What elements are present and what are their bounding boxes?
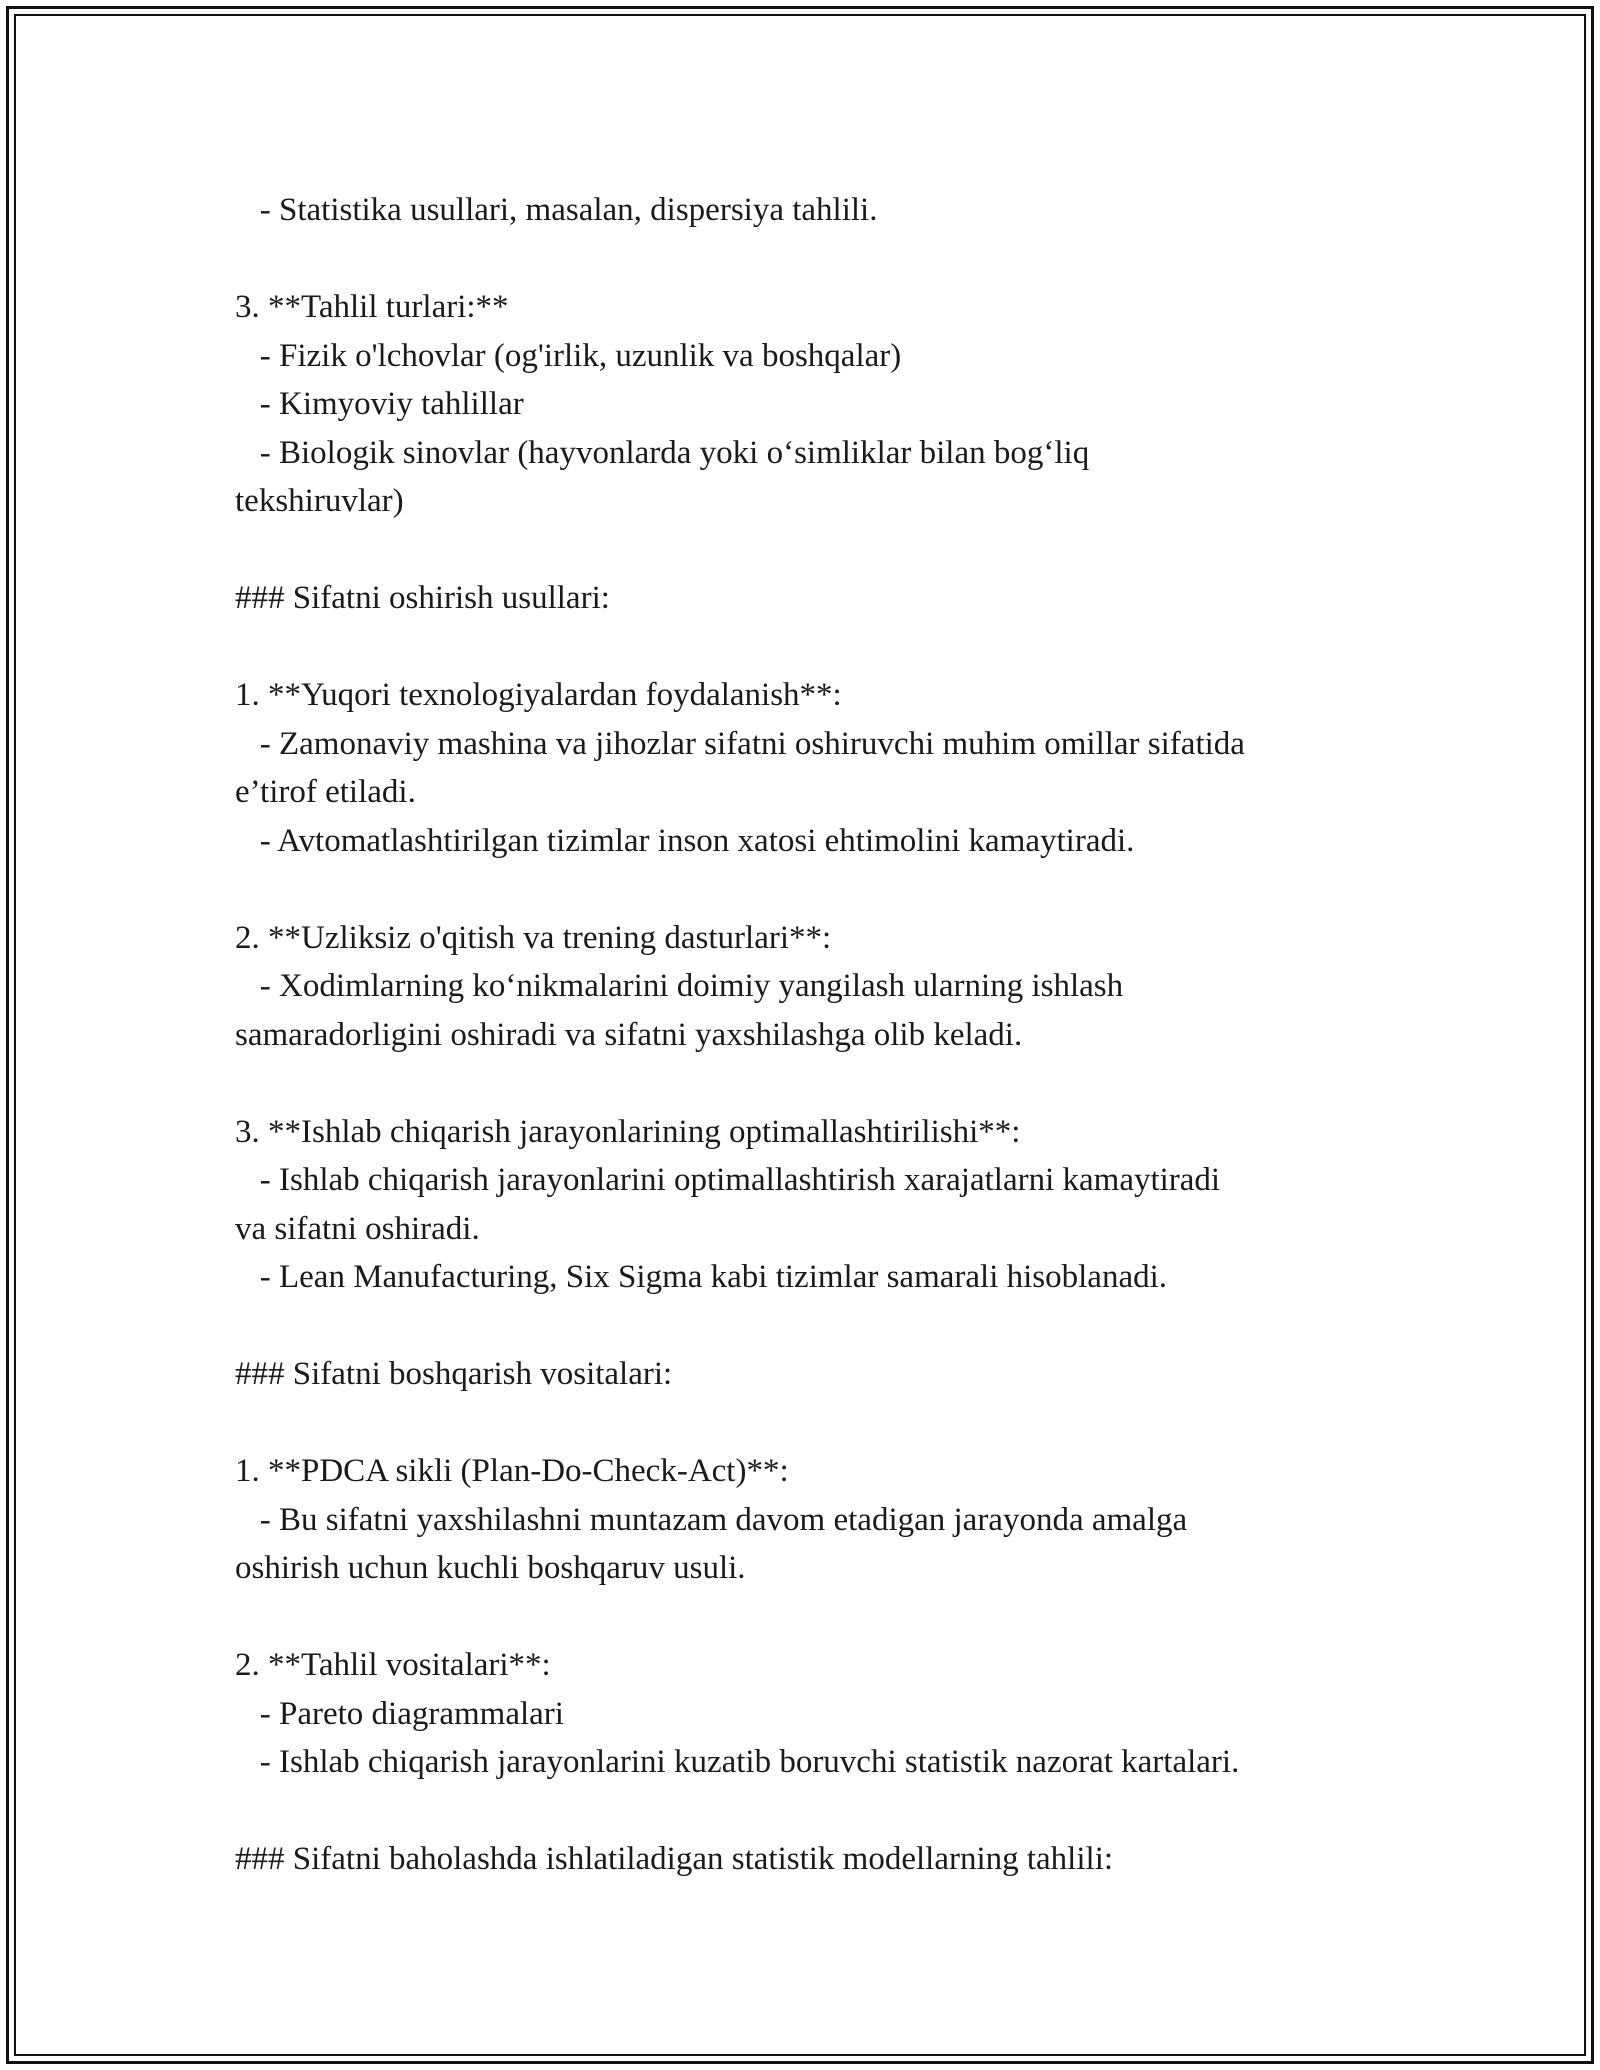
text-line: samaradorligini oshiradi va sifatni yaxshilashga olib keladi.: [235, 1016, 1023, 1053]
text-line: - Statistika usullari, masalan, dispersiya tahlili.: [235, 192, 878, 228]
blank-line: [235, 1399, 1385, 1448]
text-line: - Ishlab chiqarish jarayonlarini optimallashtirish xarajatlarni kamaytiradi: [235, 1162, 1221, 1198]
section-heading: ### Sifatni boshqarish vositalari:: [235, 1356, 673, 1392]
text-line: - Avtomatlashtirilgan tizimlar inson xatosi ehtimolini kamaytiradi.: [235, 822, 1135, 859]
section-item-heading: 1. **Yuqori texnologiyalardan foydalanish**:: [235, 677, 842, 713]
text-line: - Zamonaviy mashina va jihozlar sifatni oshiruvchi muhim omillar sifatida: [235, 725, 1245, 762]
text-line: - Fizik o'lchovlar (og'irlik, uzunlik va boshqalar): [235, 337, 902, 374]
text-line: - Lean Manufacturing, Six Sigma kabi tizimlar samarali hisoblanadi.: [235, 1259, 1168, 1295]
section-item-heading: 1. **PDCA sikli (Plan-Do-Check-Act)**:: [235, 1453, 789, 1489]
blank-line: [235, 623, 1385, 672]
blank-line: [235, 1593, 1385, 1642]
blank-line: [235, 1059, 1385, 1108]
text-line: oshirish uchun kuchli boshqaruv usuli.: [235, 1550, 746, 1586]
text-line: - Ishlab chiqarish jarayonlarini kuzatib boruvchi statistik nazorat kartalari.: [235, 1744, 1240, 1780]
text-line: - Kimyoviy tahlillar: [235, 386, 524, 422]
text-line: - Bu sifatni yaxshilashni muntazam davom etadigan jarayonda amalga: [235, 1501, 1188, 1538]
section-heading: ### Sifatni baholashda ishlatiladigan statistik modellarning tahlili:: [235, 1841, 1114, 1877]
blank-line: [235, 1787, 1385, 1836]
section-item-heading: 2. **Tahlil vositalari**:: [235, 1647, 551, 1683]
section-item-heading: 2. **Uzliksiz o'qitish va trening dasturlari**:: [235, 919, 832, 956]
blank-line: [235, 1302, 1385, 1351]
blank-line: [235, 865, 1385, 914]
text-line: - Biologik sinovlar (hayvonlarda yoki o‘simliklar bilan bog‘liq: [235, 434, 1090, 471]
text-line: e’tirof etiladi.: [235, 774, 416, 810]
text-line: tekshiruvlar): [235, 483, 404, 519]
section-heading: ### Sifatni oshirish usullari:: [235, 580, 610, 616]
text-line: - Xodimlarning ko‘nikmalarini doimiy yangilash ularning ishlash: [235, 968, 1124, 1004]
text-line: va sifatni oshiradi.: [235, 1210, 480, 1247]
document-body: [235, 186, 1385, 1884]
blank-line: [235, 526, 1385, 575]
section-item-heading: 3. **Tahlil turlari:**: [235, 289, 509, 325]
blank-line: [235, 235, 1385, 284]
section-item-heading: 3. **Ishlab chiqarish jarayonlarining optimallashtirilishi**:: [235, 1113, 1021, 1150]
text-line: - Pareto diagrammalari: [235, 1695, 564, 1732]
